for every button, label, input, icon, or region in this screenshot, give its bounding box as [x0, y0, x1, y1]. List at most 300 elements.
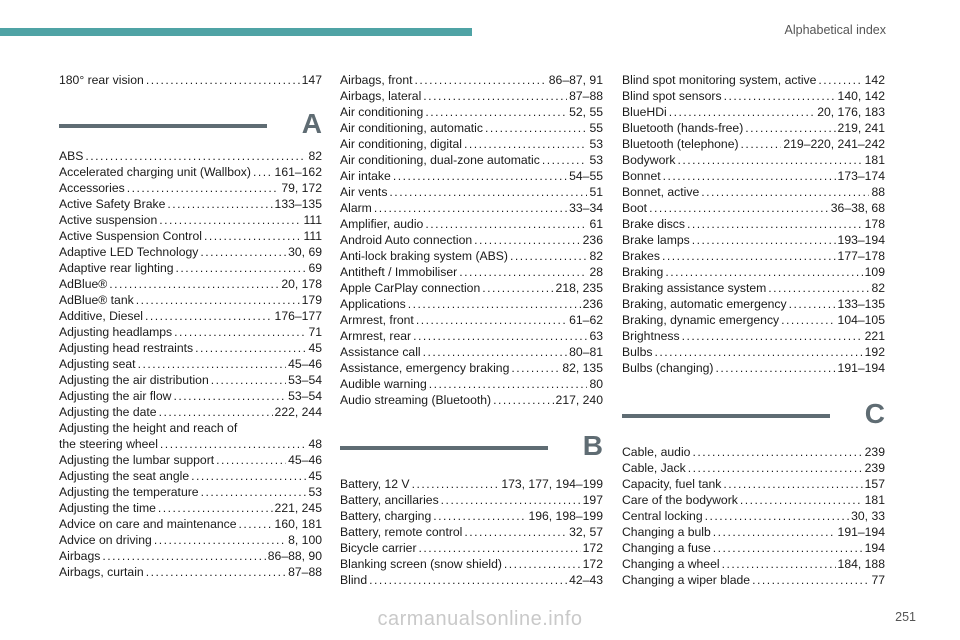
entry-pages: 172 — [582, 541, 603, 555]
leader-dots — [692, 444, 862, 460]
entry-term: Audible warning — [340, 377, 427, 391]
entry-term: Blind spot sensors — [622, 89, 722, 103]
entry-pages: 221, 245 — [274, 501, 322, 515]
index-entry — [59, 180, 322, 196]
leader-dots — [369, 572, 567, 588]
entry-term: Adaptive rear lighting — [59, 261, 174, 275]
entry-list-c — [622, 444, 885, 588]
entry-pages: 191–194 — [837, 525, 885, 539]
leader-dots — [665, 264, 862, 280]
index-entry — [59, 388, 322, 404]
entry-term: Assistance, emergency braking — [340, 361, 510, 375]
index-entry — [59, 500, 322, 516]
entry-pages: 111 — [303, 229, 322, 243]
entry-term: Amplifier, audio — [340, 217, 424, 231]
leader-dots — [493, 392, 553, 408]
leader-dots — [688, 460, 863, 476]
entry-term: Additive, Diesel — [59, 309, 143, 323]
entry-term: Cable, audio — [622, 445, 691, 459]
index-entry — [622, 120, 885, 136]
entry-pages: 236 — [582, 233, 603, 247]
entry-term: Battery, 12 V — [340, 477, 410, 491]
index-entry — [340, 168, 603, 184]
entry-term: Air vents — [340, 185, 388, 199]
entry-term: Airbags, curtain — [59, 565, 144, 579]
entry-term: Braking — [622, 265, 664, 279]
entry-pages: 111 — [303, 213, 322, 227]
header-accent-bar — [0, 28, 472, 36]
leader-dots — [408, 296, 581, 312]
entry-pages: 239 — [864, 461, 885, 475]
entry-pages: 104–105 — [837, 313, 885, 327]
page-number: 251 — [895, 610, 916, 624]
index-entry-line1: Adjusting the height and reach of — [59, 421, 238, 435]
leader-dots — [682, 328, 863, 344]
entry-pages: 61 — [589, 217, 603, 231]
leader-dots — [414, 72, 546, 88]
leader-dots — [482, 280, 553, 296]
index-entry — [59, 468, 322, 484]
entry-pages: 45–46 — [288, 357, 322, 371]
entry-term: Anti-lock braking system (ABS) — [340, 249, 508, 263]
index-entry — [59, 292, 322, 308]
index-entry — [59, 404, 322, 420]
index-entry — [340, 524, 603, 540]
entry-pages: 218, 235 — [555, 281, 603, 295]
entry-pages: 82 — [308, 149, 322, 163]
leader-dots — [145, 308, 273, 324]
entry-term: Air intake — [340, 169, 391, 183]
leader-dots — [713, 540, 863, 556]
entry-pages: 53 — [308, 485, 322, 499]
entry-term: BlueHDi — [622, 105, 667, 119]
entry-pages: 33–34 — [569, 201, 603, 215]
leader-dots — [154, 532, 286, 548]
leader-dots — [441, 492, 581, 508]
entry-pages: 196, 198–199 — [528, 509, 603, 523]
leader-dots — [191, 468, 306, 484]
index-entry — [59, 516, 322, 532]
leader-dots — [459, 264, 587, 280]
entry-term: Bulbs — [622, 345, 653, 359]
index-entry — [622, 508, 885, 524]
section-letter: A — [301, 108, 322, 139]
entry-pages: 80–81 — [569, 345, 603, 359]
entry-term: 180° rear vision — [59, 73, 144, 87]
leader-dots — [146, 72, 300, 88]
entry-term: Adjusting the lumbar support — [59, 453, 215, 467]
page-header-title: Alphabetical index — [784, 23, 886, 37]
leader-dots — [239, 516, 273, 532]
leader-dots — [158, 500, 273, 516]
index-entry — [59, 532, 322, 548]
index-entry — [622, 572, 885, 588]
entry-term: Capacity, fuel tank — [622, 477, 722, 491]
index-entry — [622, 312, 885, 328]
leader-dots — [159, 404, 273, 420]
entry-pages: 176–177 — [274, 309, 322, 323]
leader-dots — [138, 356, 287, 372]
index-entry — [622, 136, 885, 152]
leader-dots — [216, 452, 286, 468]
entry-term: Airbags, front — [340, 73, 413, 87]
index-entry — [622, 152, 885, 168]
entry-pages: 193–194 — [837, 233, 885, 247]
index-entry — [59, 228, 322, 244]
entry-term: Blanking screen (snow shield) — [340, 557, 502, 571]
entry-pages: 173–174 — [837, 169, 885, 183]
index-entry — [340, 344, 603, 360]
leader-dots — [692, 232, 836, 248]
leader-dots — [173, 388, 286, 404]
entry-term: Audio streaming (Bluetooth) — [340, 393, 492, 407]
entry-pages: 133–135 — [274, 197, 322, 211]
index-entry — [59, 436, 322, 452]
index-entry — [340, 508, 603, 524]
entry-term: Accelerated charging unit (Wallbox) — [59, 165, 251, 179]
entry-pages: 87–88 — [569, 89, 603, 103]
index-entry — [340, 556, 603, 572]
entry-term: Cable, Jack — [622, 461, 686, 475]
entry-term: Adjusting the time — [59, 501, 156, 515]
entry-pages: 222, 244 — [274, 405, 322, 419]
entry-pages: 55 — [589, 121, 603, 135]
leader-dots — [419, 540, 581, 556]
entry-term: AdBlue® tank — [59, 293, 134, 307]
entry-pages: 192 — [864, 345, 885, 359]
entry-term: Adjusting the air distribution — [59, 373, 209, 387]
entry-pages: 45 — [308, 469, 322, 483]
section-letter: C — [864, 398, 885, 429]
leader-dots — [768, 280, 869, 296]
entry-pages: 82 — [589, 249, 603, 263]
leader-dots — [423, 88, 567, 104]
entry-term: Antitheft / Immobiliser — [340, 265, 458, 279]
entry-pages: 219–220, 241–242 — [783, 137, 885, 151]
entry-term: Changing a fuse — [622, 541, 711, 555]
entry-pages: 133–135 — [837, 297, 885, 311]
leader-dots — [705, 508, 849, 524]
entry-pages: 79, 172 — [281, 181, 322, 195]
index-entry — [622, 556, 885, 572]
entry-term: Bodywork — [622, 153, 676, 167]
index-entry — [59, 564, 322, 580]
entry-pages: 42–43 — [569, 573, 603, 587]
entry-pages: 140, 142 — [837, 89, 885, 103]
index-entry — [622, 460, 885, 476]
entry-term: Accessories — [59, 181, 125, 195]
section-header-a — [59, 88, 322, 148]
entry-term: Bulbs (changing) — [622, 361, 714, 375]
entry-pages: 8, 100 — [288, 533, 322, 547]
index-entry — [340, 88, 603, 104]
entry-pages: 30, 33 — [851, 509, 885, 523]
entry-pages: 221 — [864, 329, 885, 343]
index-entry — [59, 452, 322, 468]
entry-pages: 48 — [308, 437, 322, 451]
index-entry — [622, 72, 885, 88]
leader-dots — [425, 104, 567, 120]
entry-term: Central locking — [622, 509, 703, 523]
leader-dots — [204, 228, 302, 244]
section-rule — [622, 414, 830, 418]
leader-dots — [425, 216, 587, 232]
index-entry — [59, 148, 322, 164]
entry-pages: 20, 178 — [281, 277, 322, 291]
entry-term: Battery, remote control — [340, 525, 463, 539]
leader-dots — [504, 556, 581, 572]
index-entry — [59, 72, 322, 88]
entry-term: Changing a wheel — [622, 557, 720, 571]
index-entry — [340, 104, 603, 120]
entry-term: the steering wheel — [59, 437, 158, 451]
leader-dots — [781, 312, 835, 328]
entry-pages: 184, 188 — [837, 557, 885, 571]
entry-pages: 20, 176, 183 — [817, 105, 885, 119]
entry-pages: 52, 55 — [569, 105, 603, 119]
entry-pages: 239 — [864, 445, 885, 459]
leader-dots — [485, 120, 587, 136]
entry-term: Active Safety Brake — [59, 197, 166, 211]
leader-dots — [723, 476, 862, 492]
entry-pages: 88 — [871, 185, 885, 199]
entry-term: Apple CarPlay connection — [340, 281, 481, 295]
entry-pages: 80 — [589, 377, 603, 391]
leader-dots — [715, 360, 835, 376]
entry-term: Air conditioning, dual-zone automatic — [340, 153, 540, 167]
leader-dots — [127, 180, 280, 196]
index-entry — [340, 476, 603, 492]
entry-pages: 173, 177, 194–199 — [501, 477, 603, 491]
entry-list-pre — [59, 72, 322, 88]
entry-pages: 53 — [589, 153, 603, 167]
leader-dots — [663, 168, 836, 184]
entry-term: Adjusting the date — [59, 405, 157, 419]
index-entry — [622, 232, 885, 248]
entry-pages: 181 — [864, 153, 885, 167]
leader-dots — [429, 376, 588, 392]
index-entry — [59, 260, 322, 276]
index-entry — [340, 216, 603, 232]
watermark: carmanualsonline.info — [377, 608, 583, 630]
entry-pages: 45 — [308, 341, 322, 355]
leader-dots — [740, 492, 863, 508]
entry-term: Advice on driving — [59, 533, 152, 547]
entry-pages: 160, 181 — [274, 517, 322, 531]
index-entry — [340, 232, 603, 248]
section-rule — [59, 124, 267, 128]
entry-term: Advice on care and maintenance — [59, 517, 237, 531]
entry-pages: 82, 135 — [562, 361, 603, 375]
entry-term: Assistance call — [340, 345, 421, 359]
leader-dots — [374, 200, 567, 216]
index-entry — [59, 164, 322, 180]
leader-dots — [752, 572, 869, 588]
entry-term: Bonnet, active — [622, 185, 700, 199]
entry-pages: 177–178 — [837, 249, 885, 263]
leader-dots — [413, 328, 587, 344]
entry-term: Braking assistance system — [622, 281, 767, 295]
entry-term: Care of the bodywork — [622, 493, 738, 507]
entry-term: Braking, automatic emergency — [622, 297, 787, 311]
entry-term: Air conditioning, digital — [340, 137, 462, 151]
entry-pages: 86–88, 90 — [267, 549, 322, 563]
entry-term: Changing a bulb — [622, 525, 711, 539]
index-entry — [622, 296, 885, 312]
leader-dots — [416, 312, 567, 328]
leader-dots — [722, 556, 836, 572]
section-header-c — [622, 376, 885, 444]
entry-pages: 109 — [864, 265, 885, 279]
entry-pages: 30, 69 — [288, 245, 322, 259]
index-entry — [622, 344, 885, 360]
entry-term: Bluetooth (hands-free) — [622, 121, 744, 135]
entry-term: Blind spot monitoring system, active — [622, 73, 817, 87]
entry-pages: 45–46 — [288, 453, 322, 467]
entry-pages: 53–54 — [288, 389, 322, 403]
index-entry — [622, 264, 885, 280]
leader-dots — [789, 296, 836, 312]
entry-pages: 87–88 — [288, 565, 322, 579]
index-entry — [59, 212, 322, 228]
index-column-3 — [622, 72, 885, 588]
entry-list-a3 — [340, 72, 603, 408]
index-entry — [622, 248, 885, 264]
leader-dots — [649, 200, 829, 216]
index-entry — [340, 200, 603, 216]
leader-dots — [745, 120, 835, 136]
entry-term: Bicycle carrier — [340, 541, 417, 555]
leader-dots — [511, 360, 560, 376]
entry-term: Bonnet — [622, 169, 661, 183]
leader-dots — [195, 340, 306, 356]
index-entry — [340, 120, 603, 136]
entry-pages: 28 — [589, 265, 603, 279]
entry-term: Adjusting seat — [59, 357, 136, 371]
leader-dots — [412, 476, 500, 492]
index-entry — [340, 296, 603, 312]
leader-dots — [662, 248, 836, 264]
entry-term: Blind — [340, 573, 368, 587]
index-entry — [59, 340, 322, 356]
index-entry — [622, 540, 885, 556]
index-entry — [340, 540, 603, 556]
entry-list-b — [340, 476, 603, 588]
leader-dots — [200, 244, 286, 260]
leader-dots — [741, 136, 782, 152]
entry-pages: 219, 241 — [837, 121, 885, 135]
entry-term: Applications — [340, 297, 406, 311]
index-entry — [622, 88, 885, 104]
entry-term: Braking, dynamic emergency — [622, 313, 780, 327]
leader-dots — [433, 508, 526, 524]
entry-list-b2 — [622, 72, 885, 376]
leader-dots — [85, 148, 306, 164]
index-entry — [59, 356, 322, 372]
index-entry — [59, 308, 322, 324]
entry-pages: 147 — [301, 73, 322, 87]
entry-pages: 172 — [582, 557, 603, 571]
entry-term: Brake discs — [622, 217, 685, 231]
leader-dots — [464, 524, 567, 540]
entry-pages: 157 — [864, 477, 885, 491]
entry-pages: 61–62 — [569, 313, 603, 327]
leader-dots — [464, 136, 587, 152]
leader-dots — [176, 260, 307, 276]
index-entry — [340, 312, 603, 328]
entry-pages: 63 — [589, 329, 603, 343]
leader-dots — [510, 248, 587, 264]
index-entry — [340, 136, 603, 152]
index-entry — [340, 360, 603, 376]
index-column-2 — [340, 72, 603, 588]
index-entry — [340, 572, 603, 588]
entry-pages: 179 — [301, 293, 322, 307]
leader-dots — [655, 344, 863, 360]
index-entry — [340, 280, 603, 296]
entry-pages: 161–162 — [274, 165, 322, 179]
entry-pages: 178 — [864, 217, 885, 231]
entry-term: Brightness — [622, 329, 680, 343]
leader-dots — [174, 324, 306, 340]
index-entry — [340, 72, 603, 88]
index-entry — [59, 324, 322, 340]
index-entry — [340, 248, 603, 264]
entry-term: Adjusting headlamps — [59, 325, 173, 339]
leader-dots — [687, 216, 863, 232]
entry-term: Alarm — [340, 201, 372, 215]
leader-dots — [701, 184, 869, 200]
index-entry — [340, 392, 603, 408]
entry-term: Brake lamps — [622, 233, 690, 247]
entry-pages: 36–38, 68 — [830, 201, 885, 215]
leader-dots — [669, 104, 816, 120]
index-entry — [622, 200, 885, 216]
entry-pages: 71 — [308, 325, 322, 339]
entry-term: Active suspension — [59, 213, 158, 227]
index-entry — [340, 152, 603, 168]
entry-list-a — [59, 148, 322, 420]
section-header-b — [340, 408, 603, 476]
entry-term: Boot — [622, 201, 648, 215]
index-entry — [622, 476, 885, 492]
leader-dots — [713, 524, 836, 540]
leader-dots — [389, 184, 587, 200]
entry-term: AdBlue® — [59, 277, 108, 291]
index-column-1 — [59, 72, 322, 580]
leader-dots — [678, 152, 863, 168]
index-entry — [622, 360, 885, 376]
leader-dots — [136, 292, 300, 308]
entry-pages: 194 — [864, 541, 885, 555]
leader-dots — [102, 548, 265, 564]
index-entry — [622, 444, 885, 460]
entry-term: Android Auto connection — [340, 233, 473, 247]
entry-term: Air conditioning — [340, 105, 424, 119]
entry-pages: 82 — [871, 281, 885, 295]
index-entry — [622, 104, 885, 120]
index-entry — [340, 264, 603, 280]
section-letter: B — [582, 430, 603, 461]
index-entry — [340, 328, 603, 344]
index-entry — [59, 276, 322, 292]
entry-term: Brakes — [622, 249, 660, 263]
entry-term: Airbags, lateral — [340, 89, 422, 103]
leader-dots — [146, 564, 286, 580]
index-entry — [622, 184, 885, 200]
leader-dots — [160, 436, 307, 452]
entry-pages: 86–87, 91 — [548, 73, 603, 87]
